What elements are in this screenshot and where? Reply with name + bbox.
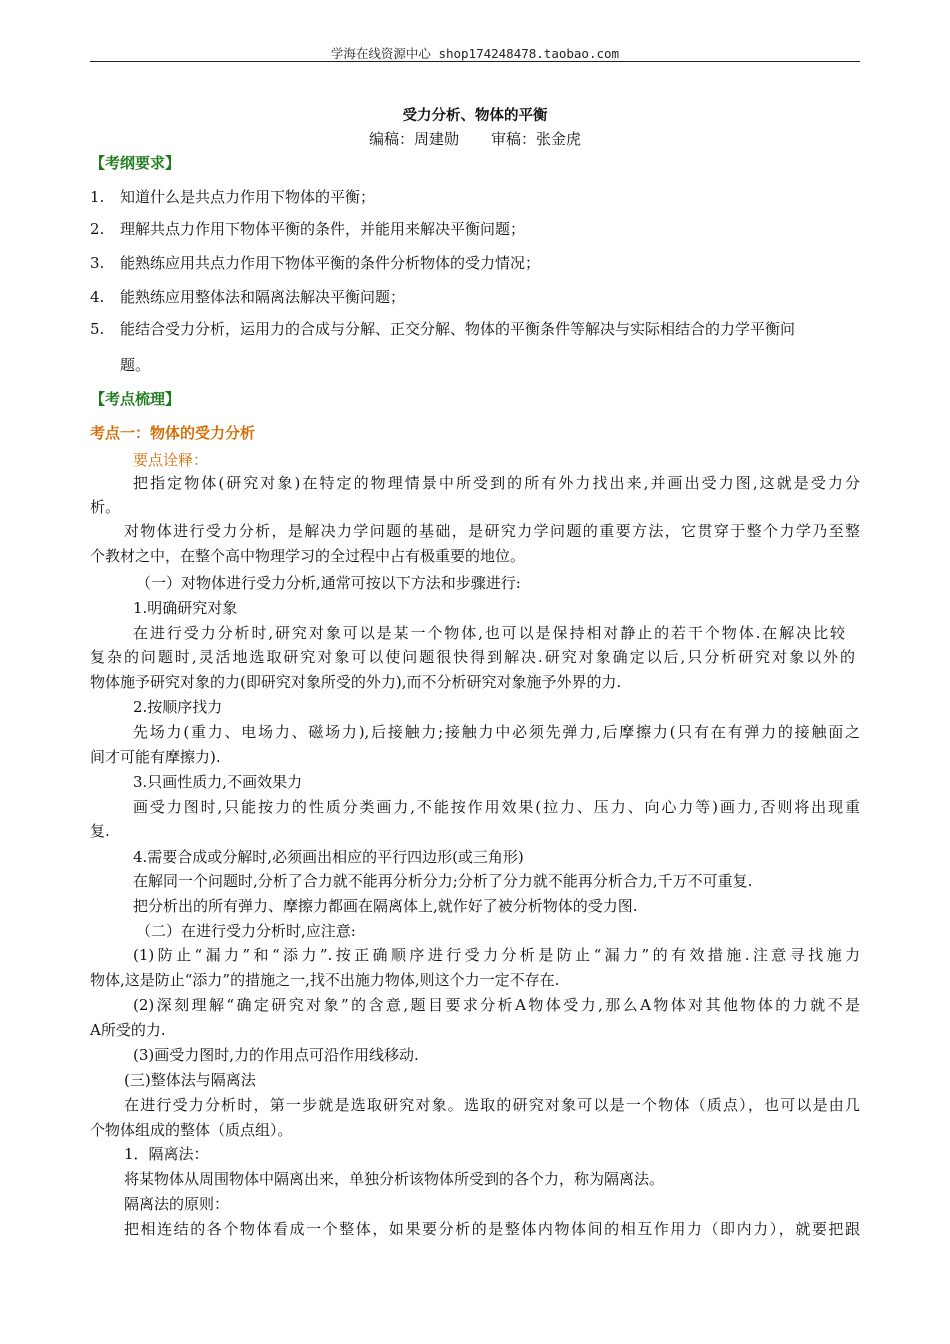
item-text: 能熟练应用整体法和隔离法解决平衡问题；: [120, 288, 406, 306]
review-heading: 【考点梳理】: [90, 390, 181, 408]
paragraph-line: 把相连结的各个物体看成一个整体，如果要分析的是整体内物体间的相互作用力（即内力），就要把跟: [124, 1220, 860, 1238]
paragraph-line: 析。: [90, 498, 121, 516]
paragraph-line: 1.明确研究对象: [133, 599, 238, 617]
paragraph-line: 间才可能有摩擦力).: [90, 748, 221, 766]
reviewer-credit: 审稿：张金虎: [491, 130, 582, 148]
paragraph-line: (3)画受力图时,力的作用点可沿作用线移动.: [133, 1046, 419, 1064]
paragraph-line: 复.: [90, 822, 110, 840]
paragraph-line: (三)整体法与隔离法: [124, 1071, 256, 1089]
item-text: 知道什么是共点力作用下物体的平衡；: [120, 188, 376, 206]
syllabus-item: [90, 186, 375, 207]
paragraph-line: 1．隔离法：: [124, 1145, 209, 1163]
item-number: 3.: [90, 254, 105, 272]
paragraph-line: 3.只画性质力,不画效果力: [133, 773, 303, 791]
paragraph-line: 先场力(重力、电场力、磁场力),后接触力;接触力中必须先弹力,后摩擦力(只有在有弹力的接触面之: [133, 723, 860, 741]
point-one-heading: 考点一：物体的受力分析: [90, 424, 256, 442]
editor-credit: 编稿：周建勋: [368, 130, 459, 148]
paragraph-line: 物体,这是防止“添力”的措施之一,找不出施力物体,则这个力一定不存在.: [90, 971, 560, 989]
paragraph-line: （二）在进行受力分析时,应注意:: [136, 922, 356, 940]
paragraph-line: 把指定物体(研究对象)在特定的物理情景中所受到的所有外力找出来,并画出受力图,这就是受力分: [133, 474, 860, 492]
syllabus-item: [90, 252, 540, 273]
item-number: 5.: [90, 320, 105, 338]
paragraph-line: A所受的力.: [90, 1021, 166, 1039]
item-text: 能结合受力分析，运用力的合成与分解、正交分解、物体的平衡条件等解决与实际相结合的力学平衡问: [120, 320, 796, 338]
page-header: 学海在线资源中心 shop174248478.taobao.com: [330, 46, 620, 61]
item-number: 2.: [90, 220, 105, 238]
syllabus-heading: 【考纲要求】: [90, 154, 181, 172]
paragraph-line: 对物体进行受力分析，是解决力学问题的基础，是研究力学问题的重要方法，它贯穿于整个力学乃至整: [124, 522, 860, 540]
paragraph-line: 将某物体从周围物体中隔离出来，单独分析该物体所受到的各个力，称为隔离法。: [124, 1170, 665, 1188]
paragraph-line: 个物体组成的整体（质点组）。: [90, 1121, 293, 1139]
paragraph-line: 在进行受力分析时,研究对象可以是某一个物体,也可以是保持相对静止的若干个物体.在解决比较: [133, 624, 845, 642]
paragraph-line: 把分析出的所有弹力、摩擦力都画在隔离体上,就作好了被分析物体的受力图.: [133, 897, 638, 915]
paragraph-line: 个教材之中，在整个高中物理学习的全过程中占有极重要的地位。: [90, 547, 526, 565]
paragraph-line: 隔离法的原则：: [124, 1195, 230, 1213]
paragraph-line: 在解同一个问题时,分析了合力就不能再分析分力;分析了分力就不能再分析合力,千万不可重复.: [133, 872, 753, 890]
item-text: 能熟练应用共点力作用下物体平衡的条件分析物体的受力情况；: [120, 254, 541, 272]
syllabus-item-continuation: 题。: [120, 356, 151, 374]
key-points-label: 要点诠释：: [133, 451, 209, 469]
syllabus-item: [90, 218, 525, 239]
document-title: 受力分析、物体的平衡: [402, 107, 548, 124]
paragraph-line: 物体施予研究对象的力(即研究对象所受的外力),而不分析研究对象施予外界的力.: [90, 673, 622, 691]
paragraph-line: 画受力图时,只能按力的性质分类画力,不能按作用效果(拉力、压力、向心力等)画力,否则将出现重: [133, 798, 860, 816]
item-number: 1.: [90, 188, 105, 206]
author-line: [0, 128, 950, 149]
header-rule: [90, 61, 860, 62]
syllabus-item: [90, 318, 795, 339]
paragraph-line: 在进行受力分析时，第一步就是选取研究对象。选取的研究对象可以是一个物体（质点），也可以是由几: [124, 1096, 860, 1114]
item-number: 4.: [90, 288, 105, 306]
paragraph-line: 2.按顺序找力: [133, 698, 223, 716]
paragraph-line: 复杂的问题时,灵活地选取研究对象可以使问题很快得到解决.研究对象确定以后,只分析研究对象以外的: [90, 648, 855, 666]
paragraph-line: (1)防止“漏力”和“添力”.按正确顺序进行受力分析是防止“漏力”的有效措施.注意寻找施力: [133, 946, 860, 964]
paragraph-line: （一）对物体进行受力分析,通常可按以下方法和步骤进行:: [136, 574, 521, 592]
syllabus-item: [90, 286, 405, 307]
paragraph-line: 4.需要合成或分解时,必须画出相应的平行四边形(或三角形): [133, 848, 524, 866]
item-text: 理解共点力作用下物体平衡的条件，并能用来解决平衡问题；: [120, 220, 526, 238]
paragraph-line: (2)深刻理解“确定研究对象”的含意,题目要求分析A物体受力,那么A物体对其他物体的力就不是: [133, 996, 860, 1014]
